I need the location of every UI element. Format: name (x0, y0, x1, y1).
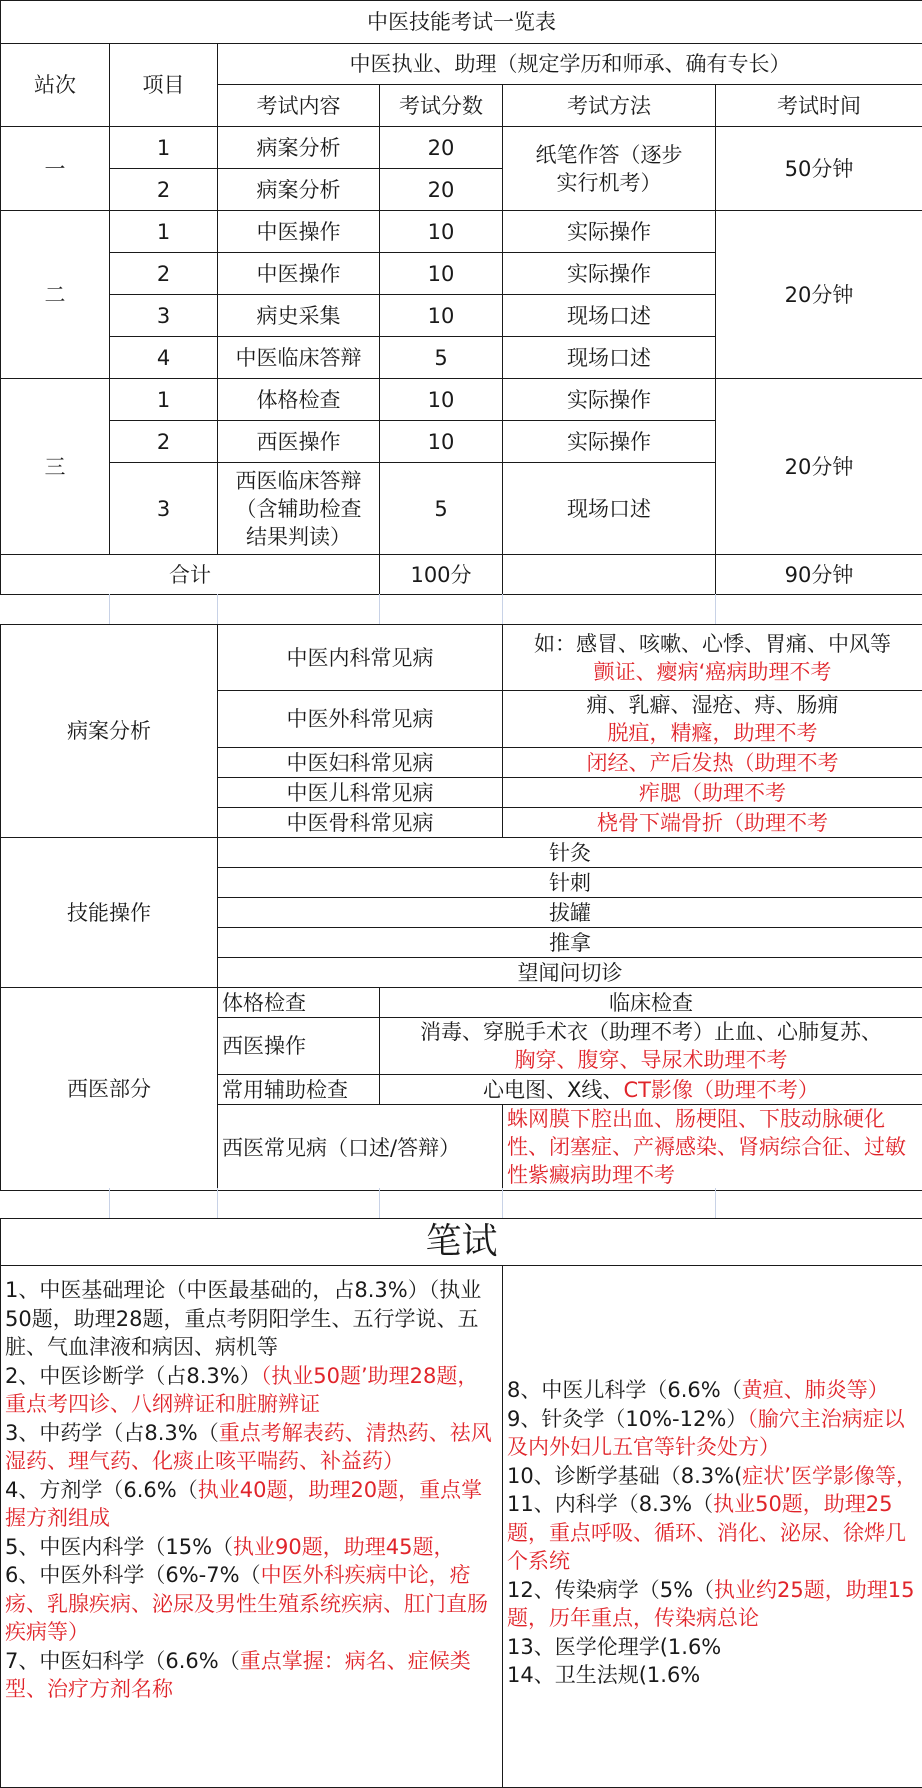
row-number: 3 (110, 295, 218, 337)
western-disease-detail: 蛛网膜下腔出血、肠梗阻、下肢动脉硬化性、闭塞症、产褥感染、肾病综合征、过敏性紫癜病助理不考 (503, 1105, 922, 1191)
subject-focus: 执业约25题，助理15题，历年重点，传染病总论 (507, 1578, 915, 1631)
case-topic: 中医内科常见病 (218, 625, 503, 691)
subject-text: 11、内科学（8.3%（ (507, 1492, 713, 1516)
spreadsheet-gap (0, 594, 922, 624)
row-method: 实际操作 (503, 211, 716, 253)
subject-text: 1、中医基础理论（中医最基础的，占8.3%）（执业50题，助理28题，重点考阴阳学生、五行学说、五脏、气血津液和病因、病机等 (5, 1278, 481, 1359)
row-content: 病案分析 (218, 169, 380, 211)
list-item (5, 1476, 498, 1533)
list-item (507, 1661, 918, 1690)
subject-text: 4、方剂学（6.6%（ (5, 1478, 198, 1502)
case-topic: 中医妇科常见病 (218, 748, 503, 778)
row-method: 现场口述 (503, 295, 716, 337)
row-number: 2 (110, 253, 218, 295)
col-content-header: 考试内容 (218, 85, 380, 127)
list-item (5, 1276, 498, 1362)
subject-text: 13、医学伦理学(1.6% (507, 1635, 721, 1659)
western-disease-label: 西医常见病（口述/答辩） (218, 1105, 503, 1191)
subject-text: 6、中医外科学（6%-7%（ (5, 1563, 261, 1587)
row-score: 10 (380, 379, 503, 421)
physical-exam-label: 体格检查 (218, 988, 380, 1018)
written-left-list (5, 1276, 498, 1704)
subject-focus: （执业50题’助理28题，重点考四诊、八纲辨证和脏腑辨证 (5, 1364, 478, 1417)
case-examples (503, 625, 922, 691)
list-item (5, 1561, 498, 1647)
written-title: 笔试 (1, 1219, 922, 1266)
case-topic: 中医外科常见病 (218, 691, 503, 748)
aux-exam-detail (380, 1075, 922, 1105)
western-op-text: 消毒、穿脱手术衣（助理不考）止血、心肺复苏、 (384, 1018, 918, 1046)
row-number: 1 (110, 211, 218, 253)
aux-exam-text: 心电图、X线、 (483, 1078, 623, 1102)
station-name: 二 (1, 211, 110, 379)
case-examples-text: 如：感冒、咳嗽、心悸、胃痛、中风等 (507, 630, 918, 658)
row-content: 中医操作 (218, 211, 380, 253)
skill-item: 针刺 (218, 868, 922, 898)
subject-text: 8、中医儿科学（6.6%（ (507, 1378, 742, 1402)
skill-item: 望闻问切诊 (218, 958, 922, 988)
row-method: 实际操作 (503, 379, 716, 421)
row-number: 1 (110, 379, 218, 421)
subject-text: 3、中药学（占8.3%（ (5, 1421, 219, 1445)
subject-text: 5、中医内科学（15%（ (5, 1535, 233, 1559)
western-op-exclusion: 胸穿、腹穿、导尿术助理不考 (384, 1046, 918, 1074)
row-score: 10 (380, 421, 503, 463)
col-score-header: 考试分数 (380, 85, 503, 127)
group-header: 中医执业、助理（规定学历和师承、确有专长） (218, 44, 922, 85)
subject-focus: 执业50题，助理25题，重点呼吸、循环、消化、泌尿、徐烨几个系统 (507, 1492, 906, 1573)
row-method: 实际操作 (503, 421, 716, 463)
clinical-exam-label: 临床检查 (380, 988, 922, 1018)
aux-exam-exclusion: CT影像（助理不考） (623, 1078, 819, 1102)
total-score: 100分 (380, 555, 503, 595)
subject-focus: 执业40题，助理20题，重点掌握方剂组成 (5, 1478, 482, 1531)
row-number: 2 (110, 169, 218, 211)
col-method-header: 考试方法 (503, 85, 716, 127)
detail-table (0, 624, 922, 1191)
western-op-label: 西医操作 (218, 1018, 380, 1075)
exam-overview-table (0, 0, 922, 595)
subject-focus: （腧穴主治病症以及内外妇儿五官等针灸处方） (507, 1407, 905, 1460)
case-exclusion-note: 颤证、瘿病‘癌病助理不考 (507, 658, 918, 686)
col-item-header: 项目 (110, 44, 218, 127)
case-analysis-label: 病案分析 (1, 625, 218, 838)
row-method: 纸笔作答（逐步实行机考） (503, 127, 716, 211)
skill-item: 推拿 (218, 928, 922, 958)
row-score: 5 (380, 337, 503, 379)
list-item (507, 1633, 918, 1662)
row-number: 3 (110, 463, 218, 555)
subject-focus: 中医外科疾病中论，疮疡、乳腺疾病、泌尿及男性生殖系统疾病、肛门直肠疾病等） (5, 1563, 488, 1644)
station-name: 三 (1, 379, 110, 555)
written-exam-table (0, 1218, 922, 1788)
row-content: 病史采集 (218, 295, 380, 337)
list-item (507, 1462, 918, 1491)
western-op-detail (380, 1018, 922, 1075)
row-number: 2 (110, 421, 218, 463)
subject-text: 14、卫生法规(1.6% (507, 1663, 700, 1687)
list-item (5, 1647, 498, 1704)
list-item (507, 1376, 918, 1405)
row-score: 5 (380, 463, 503, 555)
table-title: 中医技能考试一览表 (1, 1, 922, 44)
list-item (5, 1362, 498, 1419)
case-examples-text: 痈、乳癖、湿疮、痔、肠痈 (507, 691, 918, 719)
row-content: 体格检查 (218, 379, 380, 421)
subject-focus: 重点考解表药、清热药、祛风湿药、理气药、化痰止咳平喘药、补益药） (5, 1421, 492, 1474)
row-content: 西医临床答辩（含辅助检查结果判读） (218, 463, 380, 555)
subject-focus: 症状’医学影像等， (742, 1464, 917, 1488)
row-content: 西医操作 (218, 421, 380, 463)
skill-operation-label: 技能操作 (1, 838, 218, 988)
col-station-header: 站次 (1, 44, 110, 127)
col-time-header: 考试时间 (716, 85, 922, 127)
row-method: 现场口述 (503, 337, 716, 379)
row-score: 10 (380, 211, 503, 253)
total-time: 90分钟 (716, 555, 922, 595)
western-label: 西医部分 (1, 988, 218, 1191)
case-examples (503, 691, 922, 748)
skill-item: 针灸 (218, 838, 922, 868)
list-item (5, 1533, 498, 1562)
subject-text: 12、传染病学（5%（ (507, 1578, 714, 1602)
written-right-list (507, 1376, 918, 1690)
row-score: 20 (380, 127, 503, 169)
row-score: 10 (380, 295, 503, 337)
row-number: 4 (110, 337, 218, 379)
row-time: 20分钟 (716, 211, 922, 379)
subject-text: 9、针灸学（10%-12%） (507, 1407, 747, 1431)
subject-text: 10、诊断学基础（8.3%( (507, 1464, 742, 1488)
written-right-column (503, 1266, 922, 1788)
list-item (507, 1405, 918, 1462)
row-score: 10 (380, 253, 503, 295)
case-exclusion-note: 脱疽，精癃，助理不考 (507, 719, 918, 747)
case-exclusion-note: 痄腮（助理不考 (503, 778, 922, 808)
subject-focus: 执业90题，助理45题， (233, 1535, 454, 1559)
subject-text: 7、中医妇科学（6.6%（ (5, 1649, 240, 1673)
subject-focus: 重点掌握：病名、症候类型、治疗方剂名称 (5, 1649, 471, 1702)
row-method: 实际操作 (503, 253, 716, 295)
spreadsheet-gap (0, 1188, 922, 1218)
written-left-column (1, 1266, 503, 1788)
row-time: 50分钟 (716, 127, 922, 211)
aux-exam-label: 常用辅助检查 (218, 1075, 380, 1105)
station-name: 一 (1, 127, 110, 211)
list-item (507, 1576, 918, 1633)
row-content: 中医临床答辩 (218, 337, 380, 379)
total-method-empty (503, 555, 716, 595)
case-topic: 中医儿科常见病 (218, 778, 503, 808)
list-item (507, 1490, 918, 1576)
list-item (5, 1419, 498, 1476)
subject-text: 2、中医诊断学（占8.3%） (5, 1364, 261, 1388)
row-number: 1 (110, 127, 218, 169)
row-method: 现场口述 (503, 463, 716, 555)
total-label: 合计 (1, 555, 380, 595)
case-topic: 中医骨科常见病 (218, 808, 503, 838)
row-time: 20分钟 (716, 379, 922, 555)
case-exclusion-note: 桡骨下端骨折（助理不考 (503, 808, 922, 838)
case-exclusion-note: 闭经、产后发热（助理不考 (503, 748, 922, 778)
row-content: 中医操作 (218, 253, 380, 295)
skill-item: 拔罐 (218, 898, 922, 928)
subject-focus: 黄疸、肺炎等） (742, 1378, 889, 1402)
row-content: 病案分析 (218, 127, 380, 169)
row-score: 20 (380, 169, 503, 211)
